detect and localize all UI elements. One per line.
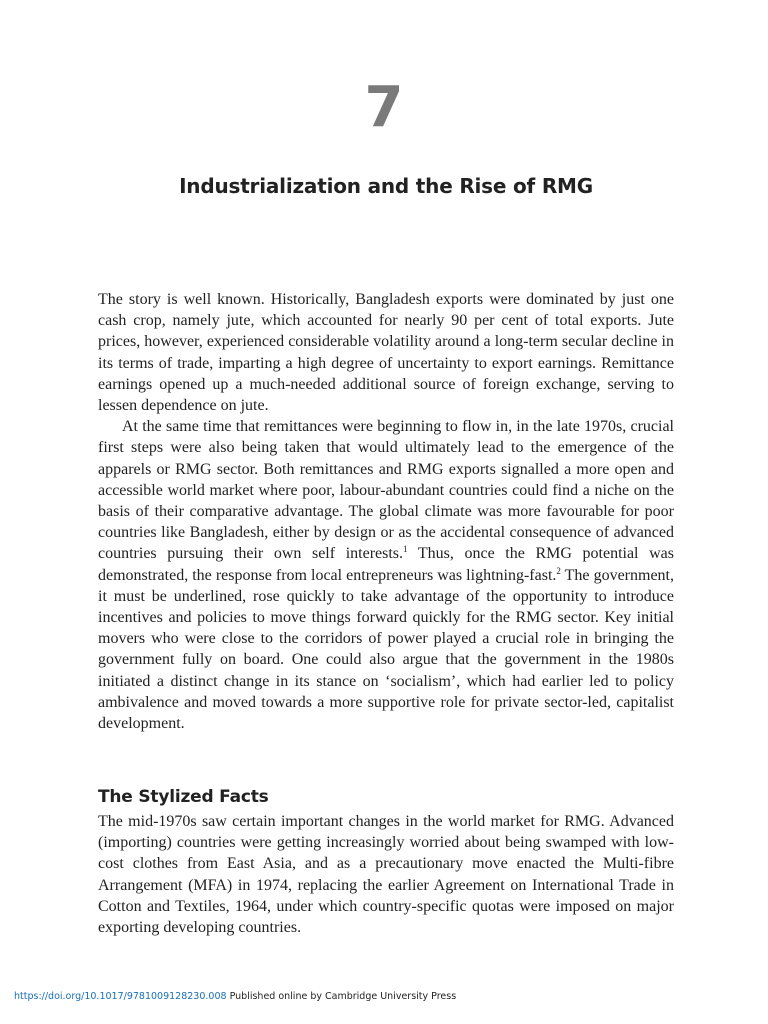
chapter-title: Industrialization and the Rise of RMG — [179, 174, 593, 198]
footnote-ref-2[interactable]: 2 — [556, 565, 561, 576]
paragraph-2 — [98, 416, 674, 734]
section-paragraph: The mid-1970s saw certain important changes in the world market for RMG. Advanced (importing) countries were getting increasingly worried about being swamped with low-cost clothes from East Asia, and as a precautionary move enacted the Multi-fibre Arrangement (MFA) in 1974, replacing the earlier Agreement on International Trade in Cotton and Textiles, 1964, under which country-specific quotas were imposed on major exporting developing countries. — [98, 813, 674, 937]
intro-text — [98, 289, 674, 734]
chapter-number: 7 — [364, 75, 404, 140]
paragraph-2-part-2: Thus, once the RMG potential was demonstrated, the response from local entrepreneurs was lightning-fast. — [98, 545, 675, 584]
section-heading: The Stylized Facts — [98, 787, 269, 807]
footnote-ref-1[interactable]: 1 — [403, 544, 408, 555]
paragraph-2-part-3: The government, it must be underlined, rose quickly to take advantage of the opportunity to introduce incentives and policies to move things forward quickly for the RMG sector. Key initial movers who were close to the corridors of power played a crucial role in bringing the government fully on board. One could also argue that the government in the 1980s initiated a distinct change in its stance on ‘socialism’, which had earlier led to policy ambivalence and moved towards a more supportive role for private sector-led, capitalist development. — [98, 566, 675, 733]
doi-link[interactable]: https://doi.org/10.1017/9781009128230.008 — [14, 991, 227, 1002]
paragraph-1: The story is well known. Historically, Bangladesh exports were dominated by just one cash crop, namely jute, which accounted for nearly 90 per cent of total exports. Jute prices, however, experienced considerable volatility around a long-term secular decline in its terms of trade, imparting a high degree of uncertainty to export earnings. Remittance earnings opened up a much-needed additional source of foreign exchange, serving to lessen dependence on jute. — [98, 291, 674, 415]
section-text — [98, 811, 674, 938]
paragraph-2-part-1: At the same time that remittances were beginning to flow in, in the late 1970s, crucial first steps were also being taken that would ultimately lead to the emergence of the apparels or RMG sector. Both remittances and RMG exports signalled a more open and accessible world market where poor, labour-abundant countries could find a niche on the basis of their comparative advantage. The global climate was more favourable for poor countries like Bangladesh, either by design or as the accidental consequence of advanced countries pursuing their own self interests. — [98, 418, 674, 563]
published-online-text: Published online by Cambridge University Press — [226, 991, 457, 1002]
page-footer — [14, 991, 456, 1003]
